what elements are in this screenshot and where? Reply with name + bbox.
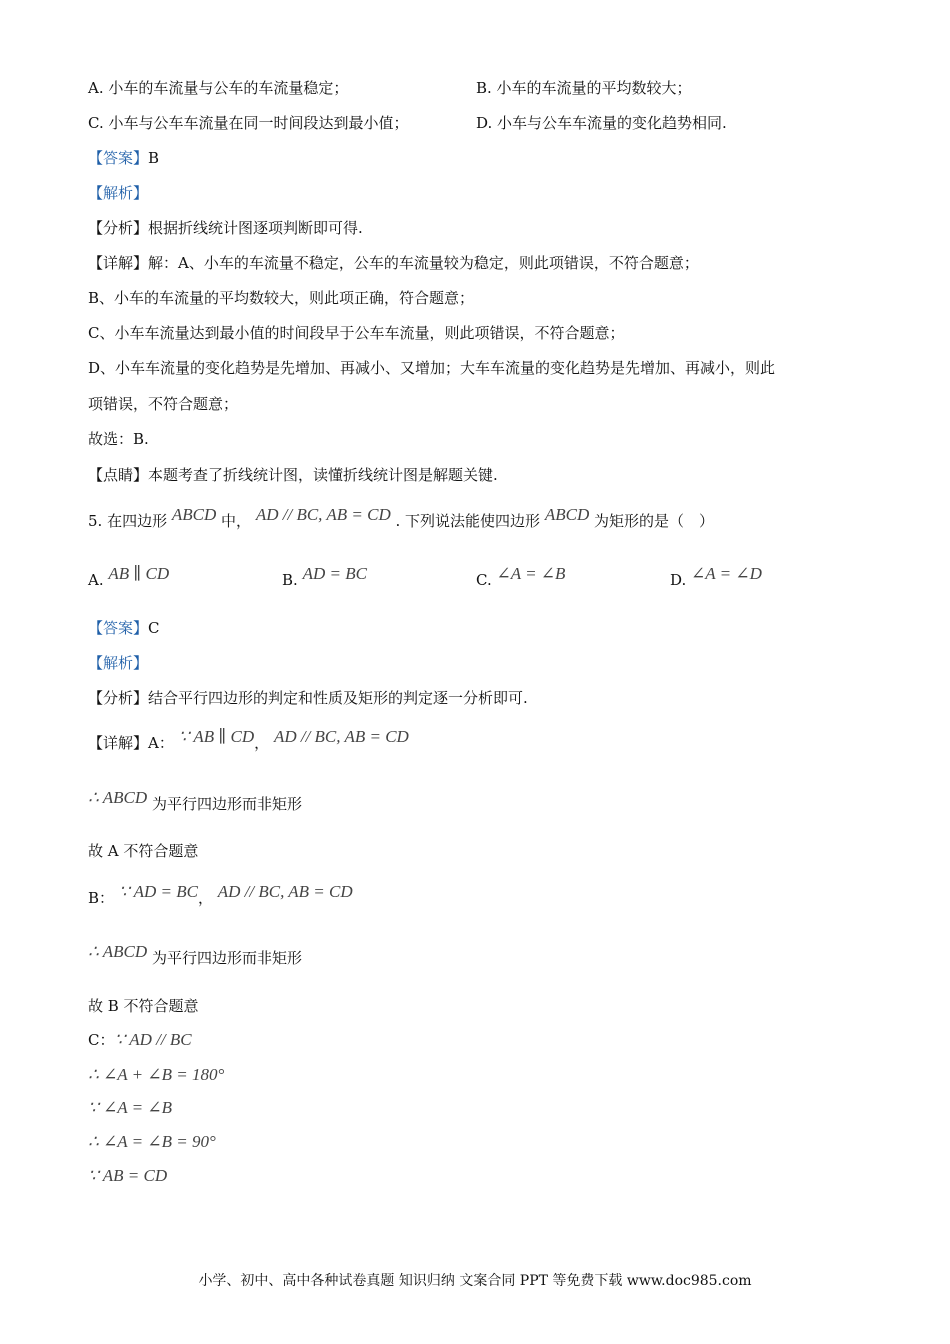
- q5-option-b-math: AD = BC: [302, 564, 367, 583]
- q5-fenxi-text: 结合平行四边形的判定和性质及矩形的判定逐一分析即可.: [148, 689, 528, 707]
- q5-stem-t3: . 下列说法能使四边形: [395, 512, 541, 530]
- q5-detail-c-prefix: C：: [88, 1031, 115, 1049]
- q4-line-b: B、小车的车流量的平均数较大，则此项正确，符合题意；: [88, 289, 475, 307]
- q5-detail-c-line4: ∴ ∠A = ∠B = 90°: [88, 1132, 216, 1151]
- q5-detail-a-m1: ∵ AB ∥ CD: [178, 727, 255, 746]
- q5-detail-a: [88, 727, 409, 753]
- q5-detail-tag: 【详解】: [88, 734, 149, 752]
- q5-detail-b: [88, 882, 353, 908]
- q5-option-a-label: A.: [88, 571, 104, 589]
- q5-detail-b-m3: ∴ ABCD: [88, 942, 148, 961]
- q4-dianjing: [88, 465, 498, 485]
- q5-detail-a-t3: 为平行四边形而非矩形: [151, 795, 302, 813]
- q5-option-c-math: ∠A = ∠B: [496, 564, 566, 583]
- q5-detail-a-comma: ，: [254, 734, 270, 752]
- q5-stem-t2: 中，: [221, 512, 252, 530]
- q5-stem-m3: ABCD: [544, 505, 590, 524]
- q4-jiexi-tag: 【解析】: [88, 184, 149, 202]
- fenxi-text: 根据折线统计图逐项判断即可得.: [148, 219, 363, 237]
- q5-stem-t4: 为矩形的是（ ）: [594, 512, 715, 530]
- q4-fenxi: [88, 218, 363, 238]
- q5-jiexi-tag: 【解析】: [88, 654, 149, 672]
- dianjing-text: 本题考查了折线统计图，读懂折线统计图是解题关键.: [148, 466, 498, 484]
- q5-option-a-math: AB ∥ CD: [108, 564, 170, 583]
- q5-stem-m2: AD // BC, AB = CD: [255, 505, 391, 524]
- q5-detail-b-line2: [88, 942, 302, 968]
- q4-line-d1: D、小车车流量的变化趋势是先增加、再减小、又增加；大车车流量的变化趋势是先增加、再减小，则此: [88, 359, 776, 377]
- q5-detail-c: [88, 1030, 192, 1050]
- page-footer: 小学、初中、高中各种试卷真题 知识归纳 文案合同 PPT 等免费下载 www.doc985.com: [198, 1273, 752, 1289]
- q5-option-c-label: C.: [476, 571, 492, 589]
- q4-xiangjie: [88, 253, 699, 273]
- q5-stem-m1: ABCD: [171, 505, 217, 524]
- q4-line-c: C、小车车流量达到最小值的时间段早于公车车流量，则此项错误，不符合题意；: [88, 324, 625, 342]
- q5-detail-b-prefix: B：: [88, 889, 115, 907]
- q4-option-b: B. 小车的车流量的平均数较大；: [476, 79, 692, 97]
- answer-value: B: [148, 149, 160, 167]
- q5-option-d-label: D.: [670, 571, 687, 589]
- q5-detail-c-m1: ∵ AD // BC: [114, 1030, 192, 1049]
- q4-line-d2: 项错误，不符合题意；: [88, 395, 239, 413]
- q4-option-a: A. 小车的车流量与公车的车流量稳定；: [88, 79, 349, 97]
- q5-answer-value: C: [148, 619, 160, 637]
- q5-detail-b-conclusion: 故 B 不符合题意: [88, 997, 199, 1015]
- q4-option-d: D. 小车与公车车流量的变化趋势相同.: [476, 114, 727, 132]
- q4-answer: [88, 148, 159, 168]
- q5-detail-c-line2: ∴ ∠A + ∠B = 180°: [88, 1065, 225, 1084]
- q5-answer-tag: 【答案】: [88, 619, 149, 637]
- q5-detail-b-t3: 为平行四边形而非矩形: [151, 949, 302, 967]
- q5-detail-a-m3: ∴ ABCD: [88, 788, 148, 807]
- dianjing-tag: 【点睛】: [88, 466, 149, 484]
- q5-fenxi: [88, 688, 528, 708]
- q5-detail-b-m1: ∵ AD = BC: [118, 882, 198, 901]
- q4-option-c: C. 小车与公车车流量在同一时间段达到最小值；: [88, 114, 409, 132]
- q5-option-d-math: ∠A = ∠D: [691, 564, 762, 583]
- q5-detail-a-m2: AD // BC, AB = CD: [273, 727, 409, 746]
- q5-detail-b-m2: AD // BC, AB = CD: [217, 882, 353, 901]
- q5-option-b: [282, 564, 367, 590]
- q5-stem-t1: 5. 在四边形: [88, 512, 168, 530]
- q5-fenxi-tag: 【分析】: [88, 689, 149, 707]
- answer-tag: 【答案】: [88, 149, 149, 167]
- q5-option-c: [476, 564, 566, 590]
- q5-detail-c-line5: ∵ AB = CD: [88, 1166, 168, 1185]
- q5-detail-a-prefix: A：: [148, 734, 174, 752]
- q4-choose: 故选：B.: [88, 430, 149, 448]
- q5-detail-a-conclusion: 故 A 不符合题意: [88, 842, 199, 860]
- q5-option-d: [670, 564, 762, 590]
- q5-option-b-label: B.: [282, 571, 298, 589]
- q5-detail-b-comma: ，: [197, 889, 213, 907]
- q5-stem: [88, 505, 715, 531]
- q5-detail-a-line2: [88, 788, 302, 814]
- xiangjie-text: 解：A、小车的车流量不稳定，公车的车流量较为稳定，则此项错误，不符合题意；: [148, 254, 699, 272]
- fenxi-tag: 【分析】: [88, 219, 149, 237]
- q5-option-a: [88, 564, 170, 590]
- q5-detail-c-line3: ∵ ∠A = ∠B: [88, 1098, 172, 1117]
- xiangjie-tag: 【详解】: [88, 254, 149, 272]
- q5-answer: [88, 618, 160, 638]
